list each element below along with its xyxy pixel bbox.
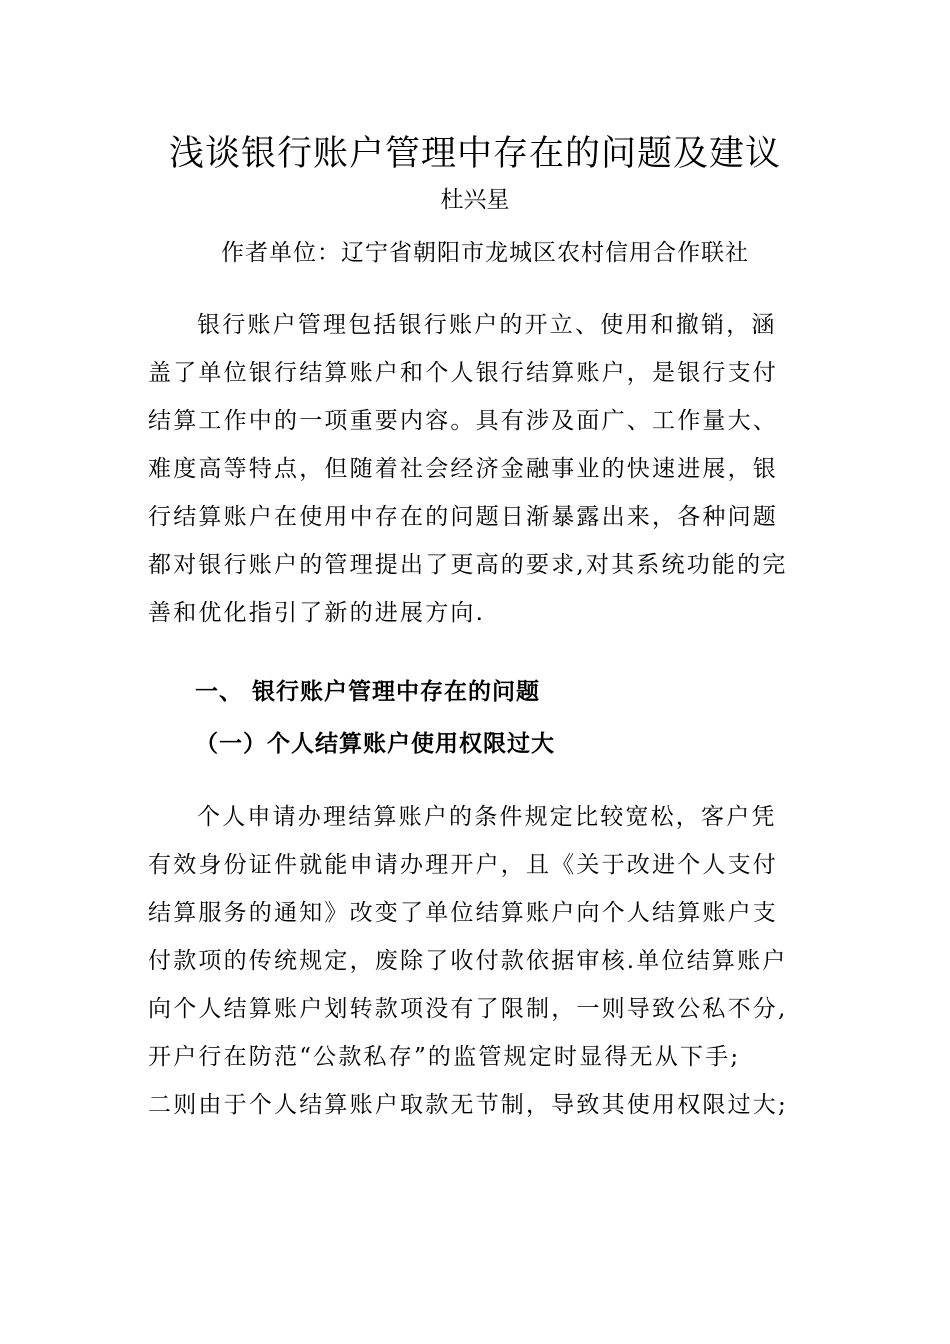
paragraph-line: 开户行在防范“公款私存”的监管规定时显得无从下手;: [148, 1044, 741, 1070]
paragraph-line: 盖了单位银行结算账户和个人银行结算账户，是银行支付: [148, 360, 778, 386]
paragraph-line: 行结算账户在使用中存在的问题日渐暴露出来，各种问题: [148, 504, 778, 530]
document-title: 浅谈银行账户管理中存在的问题及建议: [168, 134, 781, 174]
author-name: 杜兴星: [440, 187, 510, 213]
paragraph-line: 向个人结算账户划转款项没有了限制，一则导致公私不分,: [148, 996, 788, 1022]
paragraph-line: 结算工作中的一项重要内容。具有涉及面广、工作量大、: [148, 408, 778, 434]
body-paragraph: [148, 793, 798, 1129]
paragraph-line: 善和优化指引了新的进展方向.: [148, 600, 486, 626]
section-heading: 一、 银行账户管理中存在的问题: [195, 679, 541, 705]
author-affiliation: 作者单位：辽宁省朝阳市龙城区农村信用合作联社: [221, 240, 749, 266]
intro-paragraph: [148, 301, 798, 637]
paragraph-line: 结算服务的通知》改变了单位结算账户向个人结算账户支: [148, 900, 778, 926]
paragraph-line: 有效身份证件就能申请办理开户，且《关于改进个人支付: [148, 852, 778, 878]
paragraph-line: 银行账户管理包括银行账户的开立、使用和撤销，涵: [197, 312, 777, 338]
paragraph-line: 都对银行账户的管理提出了更高的要求,对其系统功能的完: [148, 552, 788, 578]
subsection-heading: （一）个人结算账户使用权限过大: [195, 731, 555, 757]
paragraph-line: 难度高等特点，但随着社会经济金融事业的快速进展，银: [148, 456, 778, 482]
paragraph-line: 个人申请办理结算账户的条件规定比较宽松，客户凭: [197, 804, 777, 830]
paragraph-line: 二则由于个人结算账户取款无节制，导致其使用权限过大;: [148, 1092, 788, 1118]
paragraph-line: 付款项的传统规定，废除了收付款依据审核.单位结算账户: [148, 948, 788, 974]
